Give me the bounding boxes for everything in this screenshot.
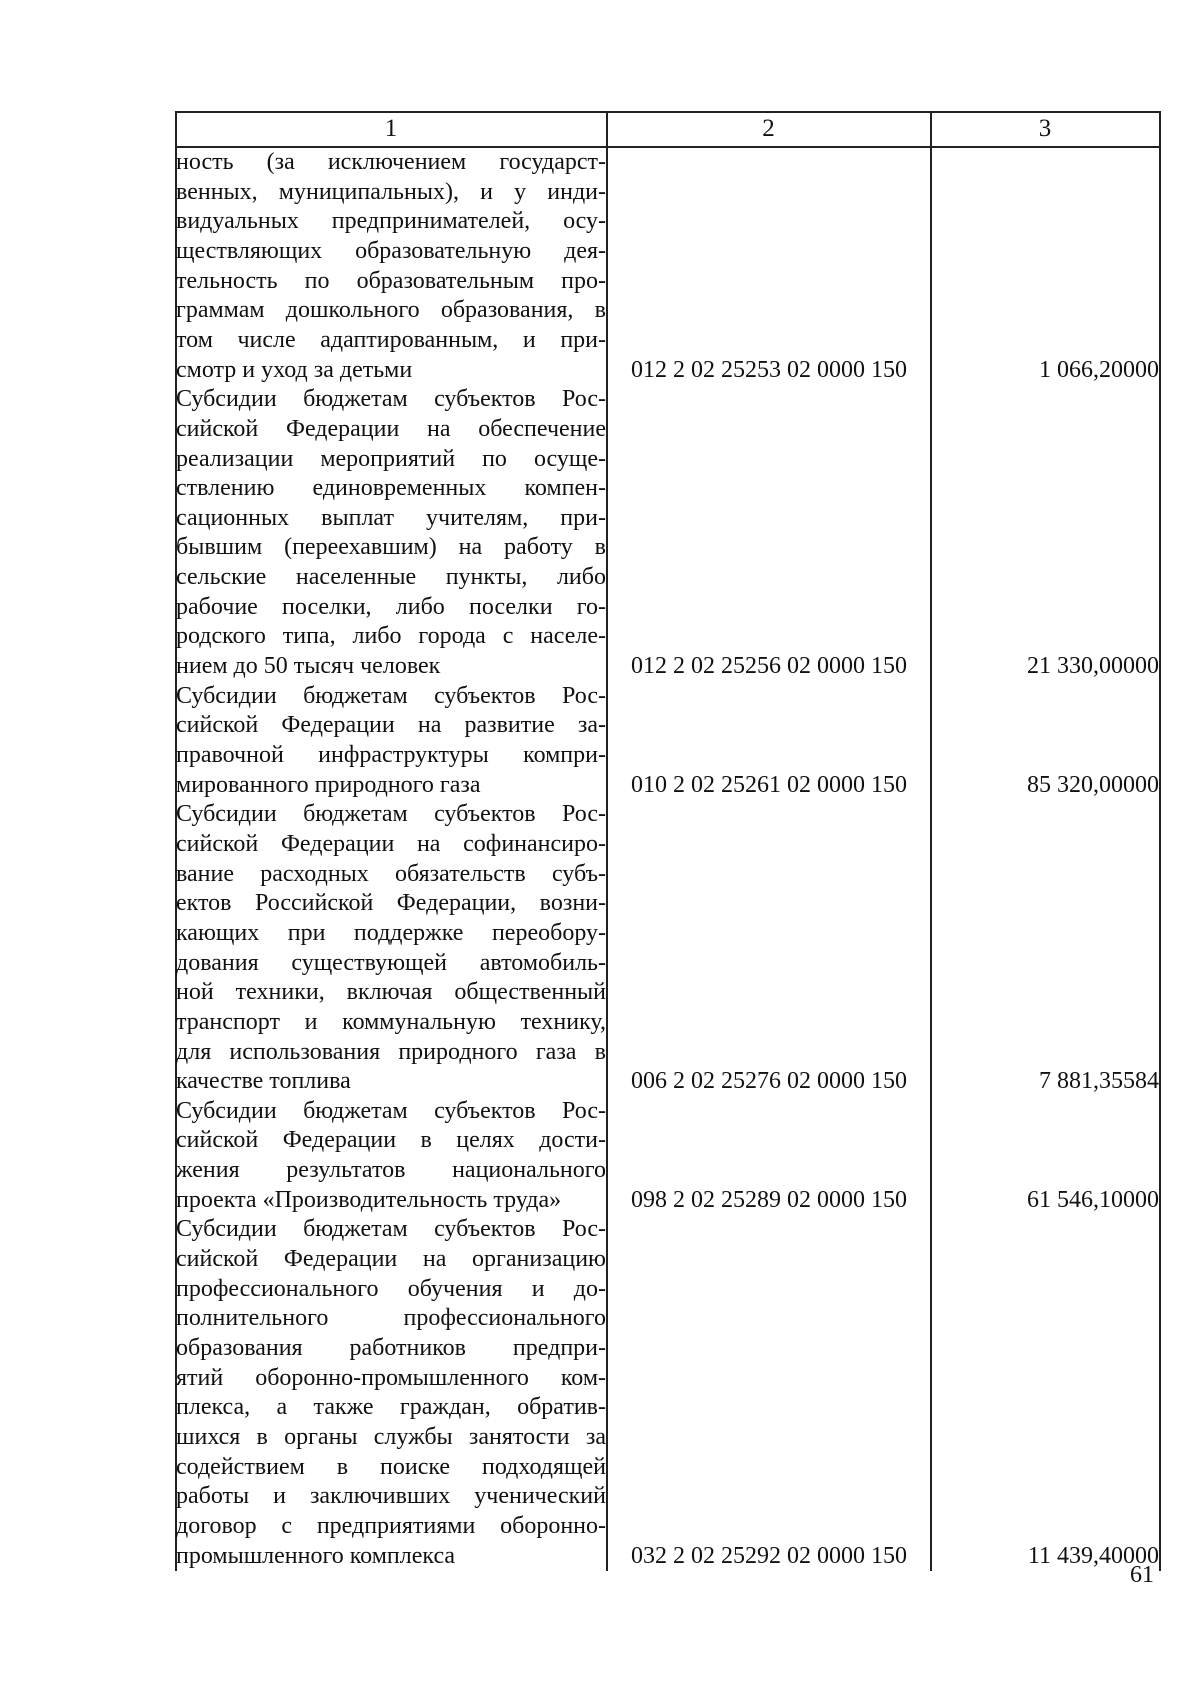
amount: 7 881,35584 (1039, 1068, 1159, 1095)
description-line: ектов Российской Федерации, возни- (176, 890, 606, 917)
description-line: том числе адаптированным, и при- (176, 326, 606, 353)
column-divider-2 (930, 111, 932, 1571)
description-line: жения результатов национального (176, 1157, 606, 1184)
page-number: 61 (1130, 1562, 1154, 1588)
description-line: содействием в поиске подходящей (176, 1453, 606, 1480)
description-line: сийской Федерации на обеспечение (176, 415, 606, 442)
column-header-2: 2 (762, 115, 775, 142)
description-line: проекта «Производительность труда» (176, 1186, 562, 1213)
description-line: ществляющих образовательную дея- (176, 237, 606, 264)
description-line: рабочие поселки, либо поселки го- (176, 593, 606, 620)
description-line: венных, муниципальных), и у инди- (176, 178, 606, 205)
description-line: промышленного комплекса (176, 1542, 456, 1569)
budget-code: 010 2 02 25261 02 0000 150 (631, 771, 907, 798)
description-line: ствлению единовременных компен- (176, 475, 606, 502)
description-line: видуальных предпринимателей, осу- (176, 208, 606, 235)
description-line: мированного природного газа (176, 771, 481, 798)
description-line: реализации мероприятий по осуще- (176, 445, 606, 472)
row-description (176, 800, 606, 1097)
row-description (176, 385, 606, 682)
description-line: тельность по образовательным про- (176, 267, 606, 294)
description-line: плекса, а также граждан, обратив- (176, 1394, 606, 1421)
description-line: нием до 50 тысяч человек (176, 653, 441, 680)
description-line: полнительного профессионального (176, 1305, 606, 1332)
description-line: дования существующей автомобиль- (176, 949, 606, 976)
description-line: Субсидии бюджетам субъектов Рос- (176, 682, 606, 709)
description-line: Субсидии бюджетам субъектов Рос- (176, 1216, 606, 1243)
description-line: ность (за исключением государст- (176, 149, 606, 175)
amount: 21 330,00000 (1027, 653, 1159, 680)
description-line: профессионального обучения и до- (176, 1275, 606, 1302)
column-header-1: 1 (384, 115, 398, 142)
description-line: образования работников предпри- (176, 1335, 606, 1362)
budget-code: 012 2 02 25256 02 0000 150 (631, 653, 907, 680)
budget-code: 098 2 02 25289 02 0000 150 (631, 1186, 907, 1213)
amount: 1 066,20000 (1039, 356, 1159, 383)
row-description (176, 1215, 606, 1571)
description-line: смотр и уход за детьми (176, 356, 413, 383)
amount: 11 439,40000 (1027, 1542, 1159, 1569)
description-line: сийской Федерации на развитие за- (176, 712, 606, 739)
description-line: вание расходных обязательств субъ- (176, 860, 606, 887)
description-line: ятий оборонно-промышленного ком- (176, 1364, 606, 1391)
description-line: сийской Федерации на организацию (176, 1246, 606, 1273)
description-line: Субсидии бюджетам субъектов Рос- (176, 1097, 606, 1124)
description-line: для использования природного газа в (176, 1038, 606, 1065)
description-line: Субсидии бюджетам субъектов Рос- (176, 801, 606, 828)
description-line: качестве топлива (176, 1068, 351, 1095)
description-line: ной техники, включая общественный (176, 979, 606, 1006)
row-description (176, 1097, 606, 1216)
description-line: сельские населенные пункты, либо (176, 564, 606, 591)
table-right-border (1159, 111, 1161, 1571)
description-line: сийской Федерации в целях дости- (176, 1127, 606, 1154)
budget-code: 006 2 02 25276 02 0000 150 (631, 1068, 907, 1095)
description-line: бывшим (переехавшим) на работу в (176, 534, 606, 561)
description-line: Субсидии бюджетам субъектов Рос- (176, 386, 606, 413)
amount: 61 546,10000 (1027, 1186, 1159, 1213)
description-line: сийской Федерации на софинансиро- (176, 830, 606, 857)
budget-code: 012 2 02 25253 02 0000 150 (631, 356, 907, 383)
row-description (176, 148, 606, 385)
column-divider-1 (606, 111, 608, 1571)
description-line: шихся в органы службы занятости за (176, 1423, 606, 1450)
description-line: правочной инфраструктуры компри- (176, 742, 606, 768)
column-header-3: 3 (1038, 115, 1052, 142)
description-line: граммам дошкольного образования, в (176, 297, 606, 324)
description-line: сационных выплат учителям, при- (176, 504, 606, 531)
description-line: работы и заключивших ученический (176, 1483, 606, 1510)
amount: 85 320,00000 (1027, 771, 1159, 798)
description-line: родского типа, либо города с населе- (176, 623, 606, 650)
description-line: транспорт и коммунальную технику, (176, 1008, 606, 1035)
description-line: договор с предприятиями оборонно- (176, 1512, 606, 1539)
row-description (176, 682, 606, 801)
budget-code: 032 2 02 25292 02 0000 150 (631, 1542, 907, 1569)
description-line: кающих при поддержке переобору- (176, 919, 606, 946)
